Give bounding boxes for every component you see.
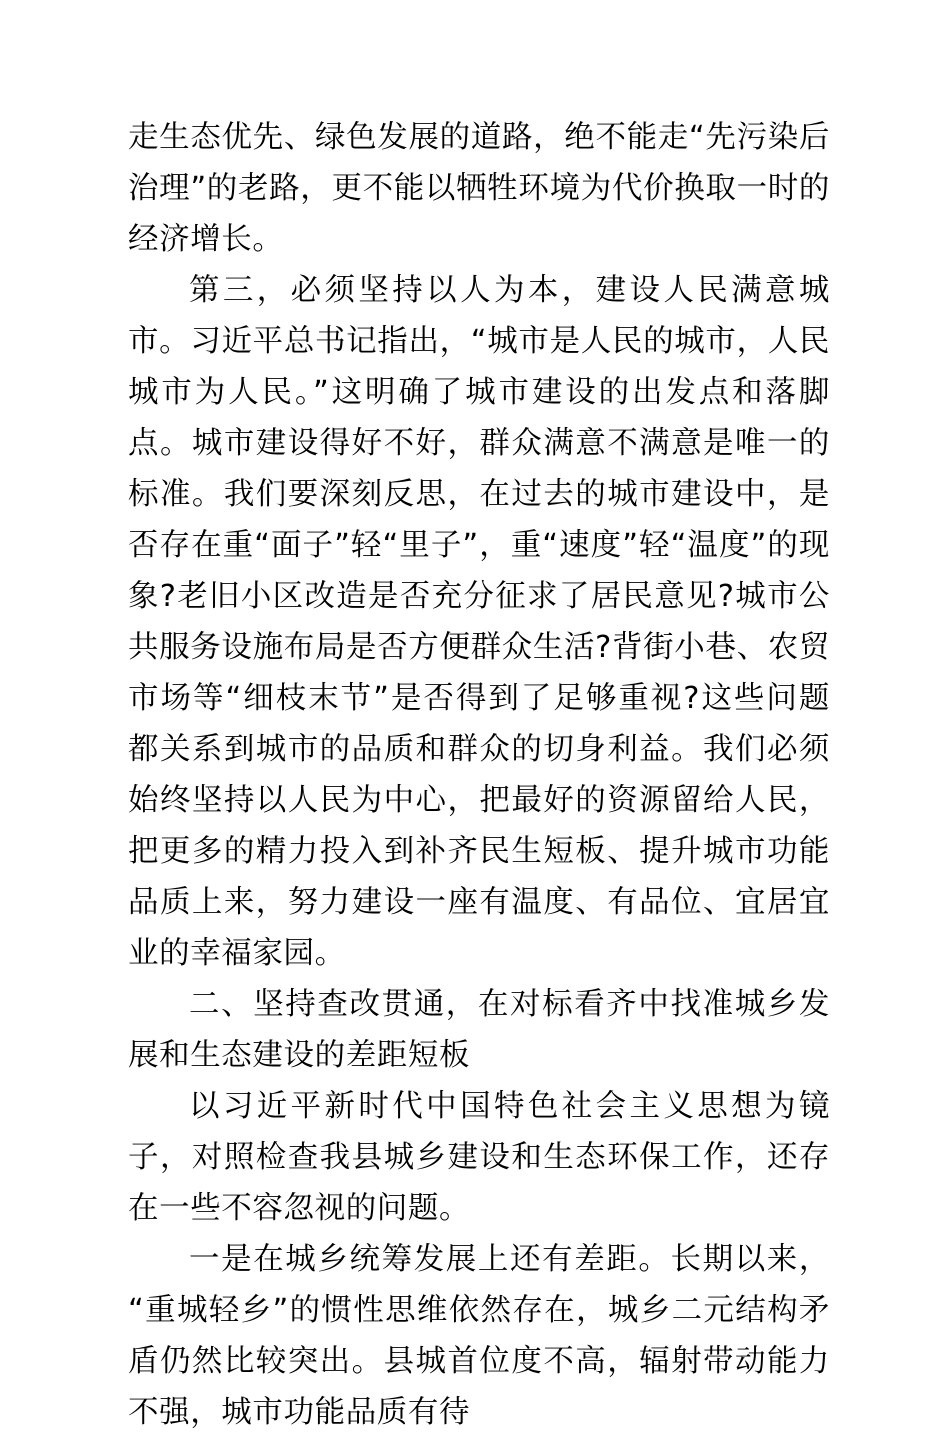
document-body bbox=[128, 112, 830, 1438]
paragraph-4: 以习近平新时代中国特色社会主义思想为镜子，对照检查我县城乡建设和生态环保工作，还存在一些不容忽视的问题。 bbox=[128, 1089, 830, 1226]
paragraph-5: 一是在城乡统筹发展上还有差距。长期以来，“重城轻乡”的惯性思维依然存在，城乡二元结构矛盾仍然比较突出。县城首位度不高，辐射带动能力不强，城市功能品质有待 bbox=[128, 1242, 830, 1430]
paragraph-2: 第三，必须坚持以人为本，建设人民满意城市。习近平总书记指出，“城市是人民的城市，人民城市为人民。”这明确了城市建设的出发点和落脚点。城市建设得好不好，群众满意不满意是唯一的标准。我们要深刻反思，在过去的城市建设中，是否存在重“面子”轻“里子”，重“速度”轻“温度”的现象?老旧小区改造是否充分征求了居民意见?城市公共服务设施布局是否方便群众生活?背街小巷、农贸市场等“细枝末节”是否得到了足够重视?这些问题都关系到城市的品质和群众的切身利益。我们必须始终坚持以人民为中心，把最好的资源留给人民，把更多的精力投入到补齐民生短板、提升城市功能品质上来，努力建设一座有温度、有品位、宜居宜业的幸福家园。 bbox=[128, 273, 830, 971]
section-heading-2: 二、坚持查改贯通，在对标看齐中找准城乡发展和生态建设的差距短板 bbox=[128, 987, 830, 1073]
paragraph-1: 走生态优先、绿色发展的道路，绝不能走“先污染后治理”的老路，更不能以牺牲环境为代价换取一时的经济增长。 bbox=[128, 120, 830, 257]
